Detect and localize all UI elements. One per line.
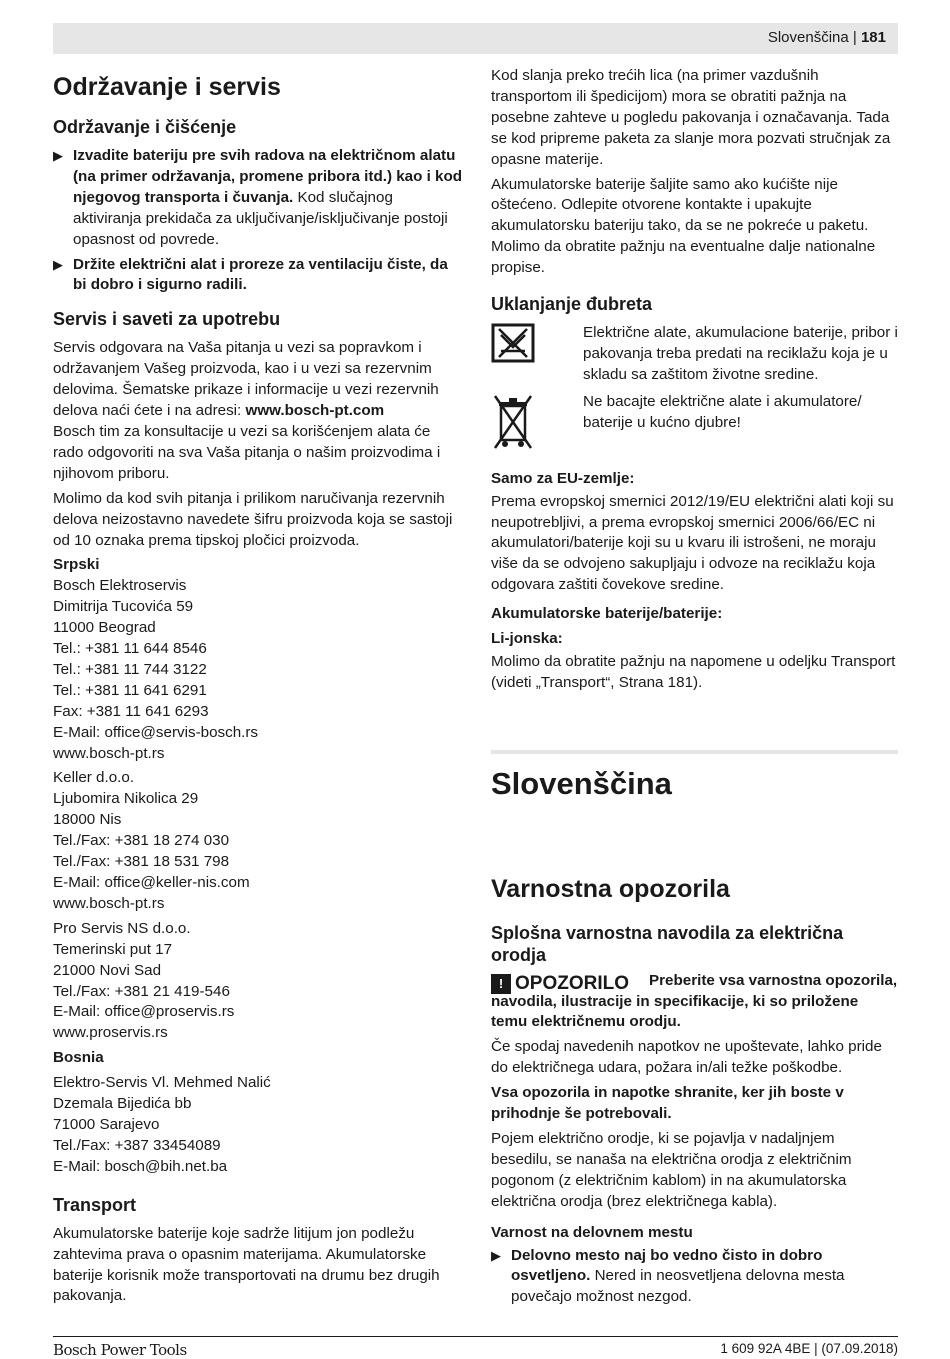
left-column	[53, 66, 463, 1311]
header-separator: |	[852, 29, 857, 46]
warning-text: Če spodaj navedenih napotkov ne upoštevate, lahko pride do električnega udara, požara in/ali težke poškodbe.	[491, 1038, 882, 1077]
page-number: 181	[860, 29, 886, 46]
arrow-bullet-icon: ▶	[491, 1247, 501, 1263]
address-line: Tel.: +381 11 641 6291	[53, 681, 207, 699]
subtitle-cleaning: Održavanje i čišćenje	[53, 117, 237, 137]
address-line: Temerinski put 17	[53, 940, 173, 958]
address-line: 11000 Beograd	[53, 619, 156, 637]
language-title: Slovenščina	[491, 765, 672, 801]
subtitle-transport: Transport	[53, 1194, 137, 1215]
title-safety-warnings: Varnostna opozorila	[491, 874, 730, 903]
crossed-bin-icon	[491, 392, 535, 454]
page-header	[53, 23, 898, 54]
address-line: Keller d.o.o.	[53, 769, 135, 787]
address-line: E-Mail: office@servis-bosch.rs	[53, 723, 259, 741]
address-line: Fax: +381 11 641 6293	[53, 702, 209, 720]
address-line: Tel./Fax: +381 18 531 798	[53, 853, 230, 871]
address-line: Tel./Fax: +381 18 274 030	[53, 832, 230, 850]
address-line: Tel./Fax: +381 21 419-546	[53, 982, 230, 1000]
address-line: Dzemala Bijedića bb	[53, 1095, 192, 1113]
address-line: Elektro-Servis Vl. Mehmed Nalić	[53, 1074, 271, 1092]
warning-bold-text: Preberite vsa varnostna opozorila, navodila, ilustracije in specifikacije, ki so priložene temu električnemu orodju.	[491, 971, 898, 1031]
arrow-bullet-icon: ▶	[53, 256, 63, 272]
bullet-text: Kod slučajnog aktiviranja prekidača za uključivanje/isključivanje postoji opasnost od povrede.	[73, 188, 448, 248]
battery-shipping-paragraph: Akumulatorske baterije šaljite samo ako kućište nije oštećeno. Odlepite otvorene kontakte i upakujte akumulatorsku bateriju tako, da se ne pokreće u paketu. Molimo da obratite pažnju na eventualne dalje nationalne propise.	[491, 175, 876, 277]
page-footer	[53, 1336, 898, 1359]
bullet-bold-text: Izvadite bateriju pre svih radova na električnom alatu (na primer održavanja, promene pribora itd.) kao i kod njegovog transporta i čuvanja.	[73, 147, 463, 206]
warning-label: OPOZORILO	[515, 972, 629, 994]
subtitle-service: Servis i saveti za upotrebu	[53, 309, 281, 330]
header-text	[768, 29, 886, 46]
right-column	[491, 66, 898, 1312]
consult-text: Bosch tim za konsultacije u vezi sa korišćenjem alata će rado odgovoriti na sva Vaša pitanja o našim proizvodima i njihovom priboru.	[53, 422, 441, 482]
label-srpski: Srpski	[53, 556, 100, 574]
address-line: E-Mail: office@proservis.rs	[53, 1003, 235, 1021]
label-eu: Samo za EU-zemlje:	[491, 469, 635, 487]
service-text: Servis odgovara na Vaša pitanja u vezi sa popravkom i održavanjem Vašeg proizvoda, kao i u vezi sa rezervnim delovima. Šematske prikaze i informacije u vezi rezervnih delova naći ćete i na adresi:	[53, 339, 439, 420]
address-line: www.bosch-pt.rs	[53, 894, 165, 912]
label-batteries: Akumulatorske baterije/baterije:	[491, 605, 723, 623]
address-line: Dimitrija Tucovića 59	[53, 598, 194, 616]
service-paragraph	[53, 338, 463, 484]
address-line: Pro Servis NS d.o.o.	[53, 919, 191, 937]
transport-paragraph: Akumulatorske baterije koje sadrže litijum jon podležu zahtevima prava o opasnim materijama. Akumulatorske baterije korisnik može transportovati na drumu bez drugih pakovanja.	[53, 1224, 440, 1305]
bullet-bold-text: Držite električni alat i proreze za ventilaciju čiste, da bi dobro i sigurno radili.	[73, 255, 448, 294]
address-line: E-Mail: office@keller-nis.com	[53, 874, 250, 891]
bullet-text: Nered in neosvetljena delovna mesta povečajo možnost nezgod.	[511, 1267, 845, 1306]
bullet-bold-text: Delovno mesto naj bo vedno čisto in dobro osvetljeno.	[511, 1246, 823, 1285]
footer-code: 1 609 92A 4BE | (07.09.2018)	[720, 1341, 898, 1356]
shipping-paragraph: Kod slanja preko trećih lica (na primer vazdušnih transportom ili špedicijom) mora se obratiti pažnja na posebne zahteve u pogledu pakovanja i označavanja. Tada se kod pripreme paketa za slanje mora pozvati stručnjak za opasne materije.	[491, 67, 891, 168]
address-keller	[53, 768, 463, 914]
bullet-keep-clean	[53, 255, 463, 297]
address-line: E-Mail: bosch@bih.net.ba	[53, 1157, 228, 1175]
recycle-icon-wrap	[491, 323, 583, 370]
address-elektro-servis	[53, 1073, 463, 1178]
bin-icon-wrap	[491, 392, 583, 461]
address-line: Ljubomira Nikolica 29	[53, 790, 199, 808]
section-divider	[491, 750, 898, 754]
address-proservis	[53, 919, 463, 1044]
label-li-ion: Li-jonska:	[491, 630, 563, 648]
disposal-row-recycle	[491, 323, 898, 386]
subtitle-disposal: Uklanjanje đubreta	[491, 294, 653, 315]
disposal-row-bin	[491, 392, 898, 461]
address-line: 71000 Sarajevo	[53, 1115, 160, 1133]
address-line: www.bosch-pt.rs	[53, 744, 165, 762]
recycle-packaging-icon	[491, 323, 535, 363]
address-bosch-elektroservis	[53, 576, 463, 764]
section-title-maintenance: Održavanje i servis	[53, 73, 281, 101]
bullet-work-area	[491, 1246, 898, 1309]
arrow-bullet-icon: ▶	[53, 148, 63, 163]
footer-brand: Bosch Power Tools	[53, 1341, 187, 1359]
subtitle-general-safety: Splošna varnostna navodila za električna orodja	[491, 922, 844, 965]
label-work-area: Varnost na delovnem mestu	[491, 1223, 693, 1241]
label-bosnia: Bosnia	[53, 1049, 104, 1067]
address-line: 18000 Nis	[53, 811, 122, 829]
address-line: Bosch Elektroservis	[53, 577, 187, 595]
disposal-text: Ne bacajte električne alate i akumulatore/ baterije u kućno djubre!	[583, 392, 862, 431]
part-number-paragraph: Molimo da kod svih pitanja i prilikom naručivanja rezervnih delova neizostavno navedete šifru proizvoda koja se sastoji od 10 oznaka prema tipskoj pločici proizvoda.	[53, 489, 453, 549]
li-ion-paragraph: Molimo da obratite pažnju na napomene u odeljku Transport (videti „Transport“, Strana 181).	[491, 652, 896, 691]
address-line: Tel.: +381 11 644 8546	[53, 640, 207, 658]
header-language: Slovenščina	[767, 29, 849, 46]
address-line: www.proservis.rs	[53, 1024, 168, 1042]
warning-triangle-icon: !	[491, 974, 511, 994]
address-line: 21000 Novi Sad	[53, 961, 162, 979]
term-paragraph: Pojem električno orodje, ki se pojavlja v nadaljnjem besedilu, se nanaša na električna orodja z električnim pogonom (z električnim kablom) in na akumulatorska električna orodja (brez električnega kabla).	[491, 1130, 852, 1210]
address-line: Tel./Fax: +387 33454089	[53, 1136, 221, 1154]
service-link[interactable]: www.bosch-pt.com	[245, 402, 385, 420]
bullet-remove-battery	[53, 146, 463, 251]
address-line: Tel.: +381 11 744 3122	[53, 660, 207, 678]
eu-paragraph: Prema evropskoj smernici 2012/19/EU električni alati koji su neupotrebljivi, a prema evropskoj smernici 2006/66/EC ni akumulatori/baterije koji su u kvaru ili istrošeni, ne moraju više da se odvojeno sakupljaju i odvoze na reciklažu koja odgovara zaštiti čovekove sredine.	[491, 492, 894, 594]
keep-warnings-text: Vsa opozorila in napotke shranite, ker jih boste v prihodnje še potrebovali.	[491, 1084, 844, 1123]
disposal-text: Električne alate, akumulacione baterije, pribor i pakovanja treba predati na reciklažu koja je u skladu sa zaštitom životne sredine.	[583, 324, 898, 383]
